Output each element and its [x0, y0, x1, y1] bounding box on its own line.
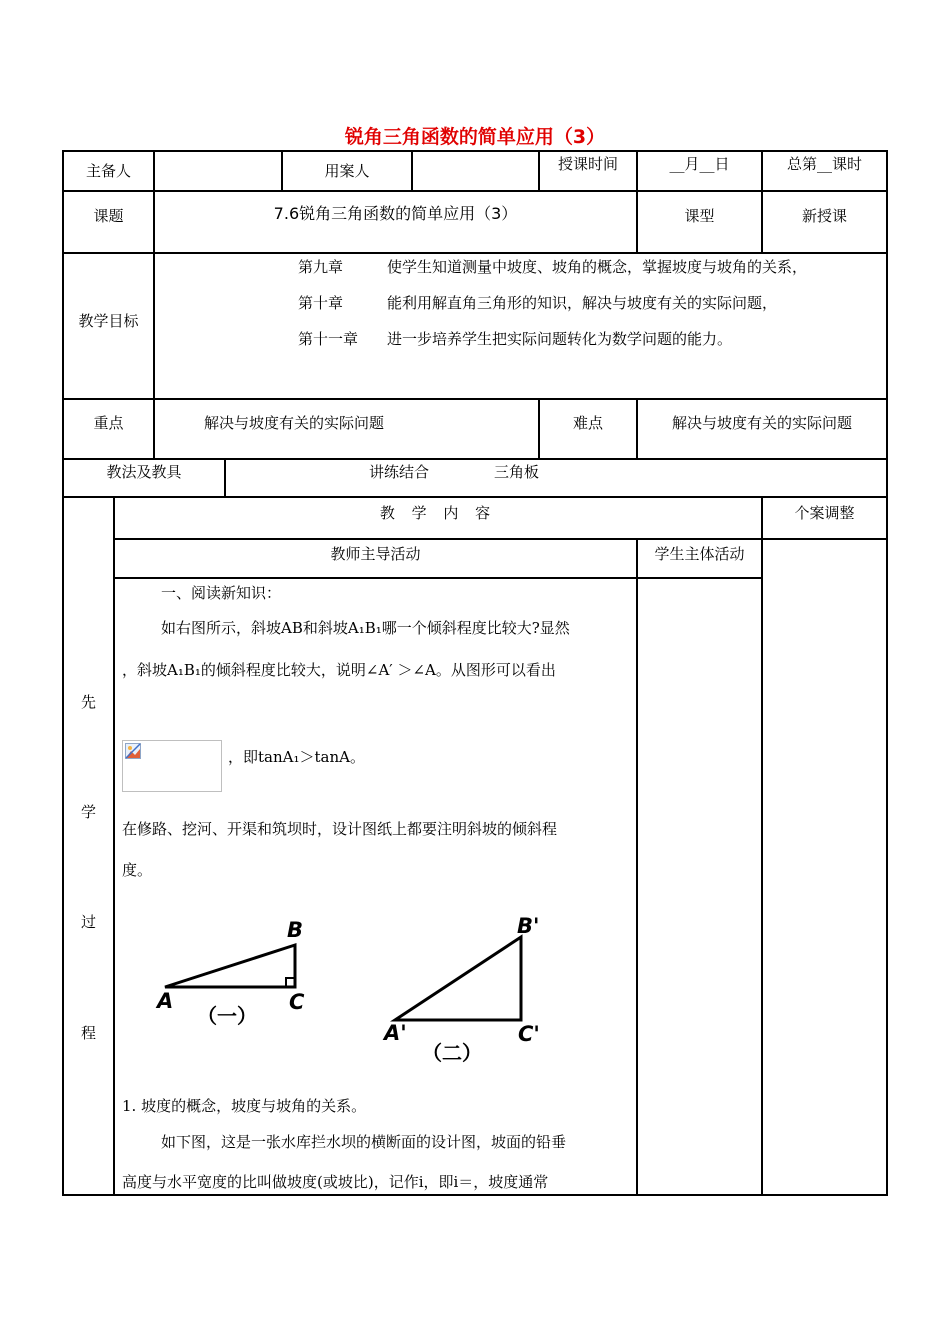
topic-label: 课题	[93, 207, 124, 225]
difficulty-value: 解决与坡度有关的实际问题	[671, 414, 852, 432]
table-border	[62, 190, 888, 192]
method-label: 教法及教具	[106, 463, 182, 481]
triangle-figure-one	[155, 915, 320, 1030]
table-border	[62, 252, 888, 254]
content-line: 在修路、挖河、开渠和筑坝时，设计图纸上都要注明斜坡的倾斜程	[122, 820, 558, 838]
process-side-char: 学	[80, 803, 96, 821]
goal-text: 进一步培养学生把实际问题转化为数学问题的能力。	[387, 330, 733, 348]
table-border	[62, 150, 888, 152]
goal-text: 使学生知道测量中坡度、坡角的概念，掌握坡度与坡角的关系，	[387, 258, 808, 276]
table-border	[761, 496, 763, 1196]
content-line: 度。	[122, 861, 153, 879]
content-line: 如右图所示，斜坡AB和斜坡A₁B₁哪一个倾斜程度比较大?显然	[161, 619, 570, 637]
vertex-label-b: B	[287, 918, 304, 942]
content-line: 1. 坡度的概念，坡度与坡角的关系。	[122, 1097, 367, 1115]
table-border	[113, 577, 762, 579]
process-side-char: 过	[80, 913, 96, 931]
table-border	[153, 398, 155, 460]
content-line: 高度与水平宽度的比叫做坡度(或坡比)，记作i，即i＝，坡度通常	[122, 1173, 549, 1191]
goal-text: 能利用解直角三角形的知识，解决与坡度有关的实际问题，	[387, 294, 778, 312]
topic-value: 7.6锐角三角函数的简单应用（3）	[273, 204, 518, 223]
goal-chapter: 第十一章	[298, 330, 359, 348]
table-border	[224, 458, 226, 498]
content-line: 一、阅读新知识：	[161, 584, 282, 602]
table-border	[62, 496, 888, 498]
process-side-char: 先	[80, 693, 96, 711]
content-header: 教 学 内 容	[379, 504, 497, 522]
lesson-type-label: 课型	[684, 207, 715, 225]
vertex-label-a: A	[157, 989, 174, 1013]
document-title: 锐角三角函数的简单应用（3）	[344, 126, 606, 148]
process-side-char: 程	[80, 1024, 96, 1042]
image-placeholder	[122, 740, 222, 792]
key-point-label: 重点	[93, 414, 124, 432]
key-point-value: 解决与坡度有关的实际问题	[204, 414, 385, 432]
class-date-value: __月__日	[669, 155, 730, 173]
method-value: 讲练结合	[369, 463, 430, 481]
goal-chapter: 第九章	[298, 258, 344, 276]
vertex-label-c: C	[289, 990, 305, 1014]
table-border	[62, 458, 888, 460]
table-border	[62, 1194, 888, 1196]
student-activity-header: 学生主体活动	[654, 545, 745, 563]
teacher-activity-header: 教师主导活动	[330, 545, 421, 563]
content-line: ，斜坡A₁B₁的倾斜程度比较大，说明∠A′ ＞∠A。从图形可以看出	[122, 661, 556, 679]
preparer-label: 主备人	[85, 162, 131, 180]
class-time-label: 授课时间	[557, 155, 618, 173]
content-line: 如下图，这是一张水库拦水坝的横断面的设计图，坡面的铅垂	[161, 1133, 567, 1151]
user-label: 用案人	[324, 162, 370, 180]
vertex-label-c-prime: C'	[518, 1022, 540, 1046]
triangle-figure-two	[380, 910, 555, 1065]
table-border	[411, 150, 413, 192]
difficulty-label: 难点	[572, 414, 603, 432]
goals-label: 教学目标	[78, 312, 139, 330]
table-border	[886, 150, 888, 1196]
content-line: ，即tanA₁＞tanA。	[228, 748, 365, 766]
figure-caption: （二）	[422, 1041, 482, 1065]
broken-image-icon	[125, 743, 141, 759]
table-border	[636, 538, 638, 1196]
period-value: 总第__课时	[786, 155, 862, 173]
table-border	[62, 398, 888, 400]
goal-chapter: 第十章	[298, 294, 344, 312]
table-border	[113, 496, 115, 1196]
table-border	[113, 538, 888, 540]
vertex-label-a-prime: A'	[384, 1021, 407, 1045]
table-border	[153, 150, 155, 400]
vertex-label-b-prime: B'	[517, 914, 540, 938]
figure-caption: （一）	[197, 1004, 257, 1028]
adjust-header: 个案调整	[794, 504, 855, 522]
teaching-aid-value: 三角板	[494, 463, 540, 481]
lesson-type-value: 新授课	[801, 207, 847, 225]
